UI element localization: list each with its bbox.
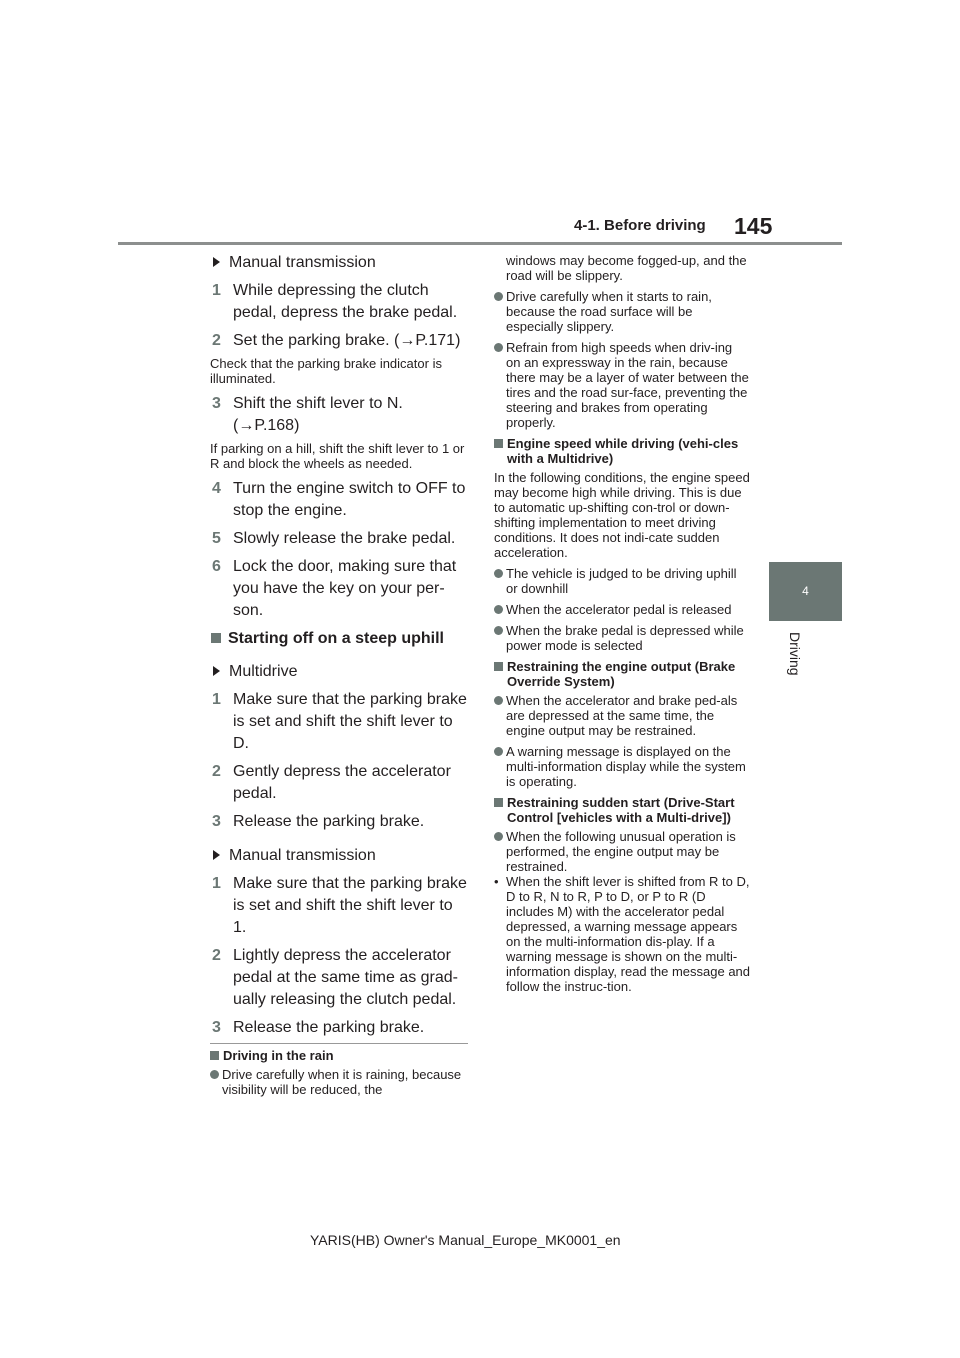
heading-brake-override: Restraining the engine output (Brake Override System) [494,659,750,689]
right-column [494,253,750,994]
round-bullet-icon [494,343,503,352]
square-bullet-icon [494,662,503,671]
triangle-icon [213,850,220,860]
heading-engine-speed: Engine speed while driving (vehi-cles with a Multidrive) [494,436,750,466]
step: 5 Slowly release the brake pedal. [212,530,456,547]
step: 1 While depressing the clutch pedal, depress the brake pedal. [212,282,458,321]
bullet-item: Refrain from high speeds when driv-ing on an expressway in the rain, because there may be a layer of water between the tires and the road sur-face, preventing the steering and brakes from operating properly. [494,340,750,430]
footer-text: YARIS(HB) Owner's Manual_Europe_MK0001_en [310,1232,621,1248]
section-divider [210,1043,468,1044]
square-bullet-icon [211,633,221,643]
step: 3 Release the parking brake. [212,813,425,830]
bullet-item: When the brake pedal is depressed while power mode is selected [494,623,750,653]
header-rule [118,242,842,245]
step: 6 Lock the door, making sure that you have the key on your per-son. [212,558,457,619]
chapter-tab[interactable]: 4 [769,562,842,621]
round-bullet-icon [494,747,503,756]
bullet-item: Drive carefully when it starts to rain, because the road surface will be especially slippery. [494,289,750,334]
heading-steep-uphill: Starting off on a steep uphill [210,628,470,649]
header-section-title: 4-1. Before driving [574,217,706,234]
heading-rain: Driving in the rain [210,1048,472,1063]
bullet-item: Drive carefully when it is raining, because visibility will be reduced, the [210,1067,472,1097]
page-number: 145 [734,213,773,239]
chapter-label: Driving [787,632,803,676]
heading-drive-start-control: Restraining sudden start (Drive-Start Control [vehicles with a Multi-drive]) [494,795,750,825]
bullet-item: When the following unusual operation is performed, the engine output may be restrained. [494,829,750,874]
step: 4 Turn the engine switch to OFF to stop the engine. [212,480,466,519]
bullet-item: When the accelerator and brake ped-als are depressed at the same time, the engine output may be restrained. [494,693,750,738]
step: 2 Gently depress the accelerator pedal. [212,763,451,802]
left-column [210,252,470,1045]
note: Check that the parking brake indicator is illuminated. [210,356,442,386]
triangle-icon [213,257,220,267]
step: 1 Make sure that the parking brake is set and shift the shift lever to D. [212,691,467,752]
note: If parking on a hill, shift the shift lever to 1 or R and block the wheels as needed. [210,441,465,471]
rain-continued-text: windows may become fogged-up, and the road will be slippery. [506,253,747,283]
round-bullet-icon [494,626,503,635]
subheading-manual: Manual transmission [210,252,470,273]
step: 2 Lightly depress the accelerator pedal at the same time as grad-ually releasing the clutch pedal. [212,947,459,1008]
round-bullet-icon [494,605,503,614]
round-bullet-icon [494,832,503,841]
square-bullet-icon [210,1051,219,1060]
bullet-item: A warning message is displayed on the multi-information display while the system is operating. [494,744,750,789]
square-bullet-icon [494,439,503,448]
dash-item: • When the shift lever is shifted from R to D, D to R, N to R, P to D, or P to R (D includes M) with the accelerator pedal depressed, a warning message appears on the multi-information dis-play. If a warning message is shown on the multi-information display, read the message and follow the instruc-tion. [494,874,751,994]
engine-speed-text: In the following conditions, the engine speed may become high while driving. This is due to automatic up-shifting con-trol or down-shifting implementation to meet driving conditions. It does not indi-cate sudden acceleration. [494,470,750,560]
triangle-icon [213,666,220,676]
round-bullet-icon [494,696,503,705]
bullet-item: When the accelerator pedal is released [494,602,750,617]
step: 1 Make sure that the parking brake is set and shift the shift lever to 1. [212,875,467,936]
subheading-manual-2: Manual transmission [210,845,470,866]
step: 3 Release the parking brake. [212,1019,425,1036]
round-bullet-icon [210,1070,219,1079]
bullet-item: The vehicle is judged to be driving uphill or downhill [494,566,750,596]
subheading-multidrive: Multidrive [210,661,470,682]
round-bullet-icon [494,292,503,301]
round-bullet-icon [494,569,503,578]
rain-section [210,1048,472,1103]
step: 3 Shift the shift lever to N. (→P.168) [212,395,403,434]
square-bullet-icon [494,798,503,807]
step: 2 Set the parking brake. (→P.171) [212,332,461,349]
